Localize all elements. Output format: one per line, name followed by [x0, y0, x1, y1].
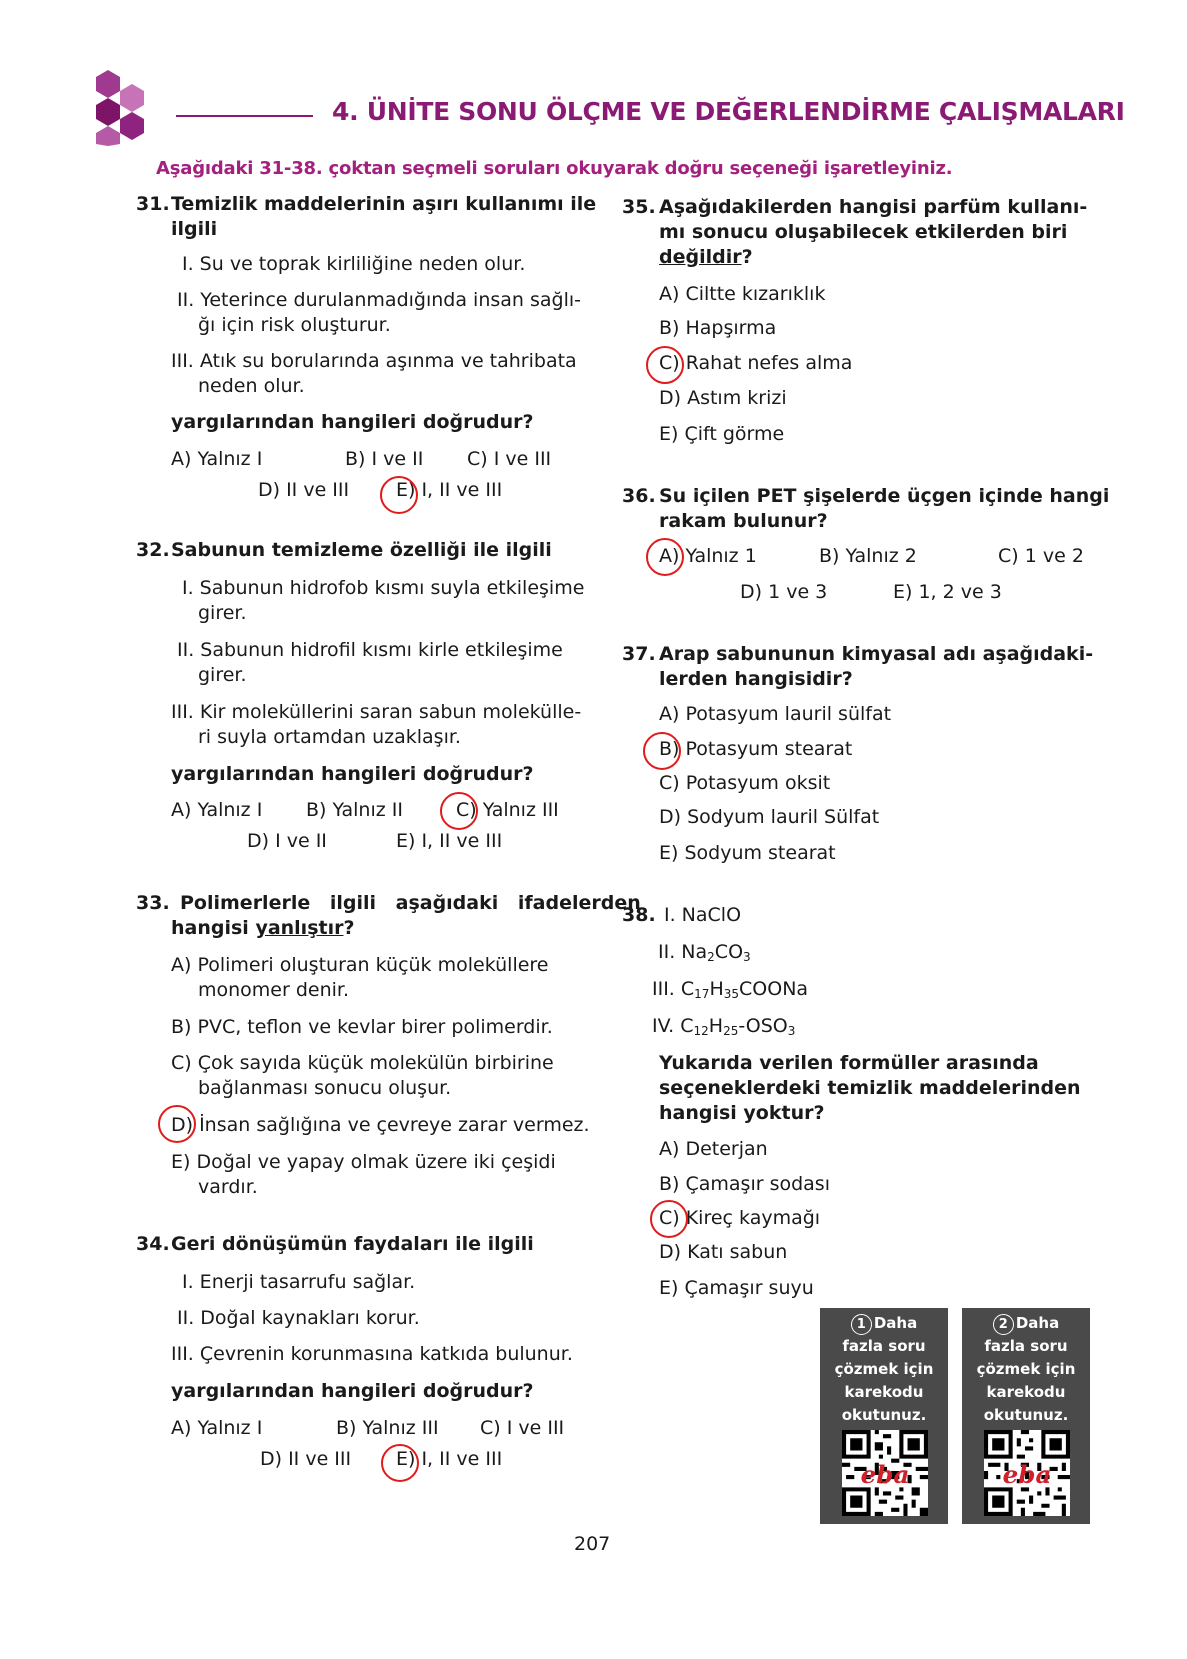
option-d[interactable]: D) 1 ve 3: [740, 581, 828, 603]
question-number: 34.: [136, 1233, 170, 1255]
question-stem: lerden hangisidir?: [659, 668, 853, 690]
statement-iii-cont: neden olur.: [198, 375, 305, 397]
question-stem: Polimerlerle ilgili aşağıdaki ifadelerden: [180, 892, 641, 914]
question-stem: Su içilen PET şişelerde üçgen içinde hangi: [659, 485, 1110, 507]
option-b[interactable]: B) PVC, teflon ve kevlar birer polimerdir.: [171, 1016, 553, 1038]
title-rule: [176, 115, 313, 117]
qr-code-icon[interactable]: [842, 1430, 928, 1516]
eba-logo-icon: eba: [1002, 1460, 1052, 1490]
option-b[interactable]: B) Yalnız III: [336, 1417, 439, 1439]
statement-iii: III. Çevrenin korunmasına katkıda bulunur.: [171, 1343, 573, 1365]
question-stem: ilgili: [171, 218, 218, 240]
formula-iii: III. $C_{17}H_{35}COONa$: [652, 978, 809, 1001]
statement-ii: II. Doğal kaynakları korur.: [177, 1307, 420, 1329]
option-c[interactable]: C) Rahat nefes alma: [659, 352, 853, 374]
option-e-cont: vardır.: [198, 1176, 258, 1198]
option-a[interactable]: A) Deterjan: [659, 1138, 768, 1160]
answer-mark-circle: [643, 732, 681, 770]
question-number: 35.: [622, 196, 656, 218]
eba-logo-icon: eba: [860, 1460, 910, 1490]
option-a[interactable]: A) Ciltte kızarıklık: [659, 283, 826, 305]
question-number: 38.: [622, 904, 656, 926]
instruction-text: Aşağıdaki 31-38. çoktan seçmeli soruları okuyarak doğru seçeneği işaretleyiniz.: [156, 158, 953, 179]
qr-promo-box-2[interactable]: 2 Daha fazla soru çözmek için karekodu okutunuz. eba: [962, 1308, 1090, 1524]
question-number: 32.: [136, 539, 170, 561]
question-prompt: hangisi yoktur?: [659, 1102, 825, 1124]
question-number: 33.: [136, 892, 170, 914]
page-number: 207: [574, 1533, 611, 1555]
option-b[interactable]: B) I ve II: [345, 448, 424, 470]
question-prompt: yargılarından hangileri doğrudur?: [171, 411, 534, 433]
option-c-cont: bağlanması sonucu oluşur.: [198, 1077, 452, 1099]
question-stem: Arap sabununun kimyasal adı aşağıdaki-: [659, 643, 1094, 665]
option-d[interactable]: D) İnsan sağlığına ve çevreye zarar vermez.: [171, 1114, 590, 1136]
statement-iii-cont: ri suyla ortamdan uzaklaşır.: [198, 726, 461, 748]
statement-i: I. Sabunun hidrofob kısmı suyla etkileşime: [182, 577, 585, 599]
statement-ii-cont: ğı için risk oluşturur.: [198, 314, 391, 336]
statement-ii-cont: girer.: [198, 664, 247, 686]
option-e[interactable]: E) Çamaşır suyu: [659, 1277, 814, 1299]
option-d[interactable]: D) II ve III: [260, 1448, 352, 1470]
option-c[interactable]: C) I ve III: [467, 448, 552, 470]
question-stem: Sabunun temizleme özelliği ile ilgili: [171, 539, 552, 561]
question-stem: değildir?: [659, 246, 753, 268]
option-d[interactable]: D) Katı sabun: [659, 1241, 788, 1263]
option-a-cont: monomer denir.: [198, 979, 350, 1001]
option-c[interactable]: C) Çok sayıda küçük molekülün birbirine: [171, 1052, 554, 1074]
option-e[interactable]: E) 1, 2 ve 3: [893, 581, 1002, 603]
question-number: 37.: [622, 643, 656, 665]
option-b[interactable]: B) Potasyum stearat: [659, 738, 853, 760]
statement-i: I. Su ve toprak kirliliğine neden olur.: [182, 253, 526, 275]
option-a[interactable]: A) Potasyum lauril sülfat: [659, 703, 892, 725]
question-stem: Temizlik maddelerinin aşırı kullanımı ile: [171, 193, 597, 215]
statement-ii: II. Sabunun hidrofil kısmı kirle etkileşime: [177, 639, 563, 661]
option-e[interactable]: E) I, II ve III: [396, 479, 503, 501]
option-b[interactable]: B) Hapşırma: [659, 317, 777, 339]
answer-mark-circle: [381, 1444, 419, 1482]
qr-promo-box-1[interactable]: 1 Daha fazla soru çözmek için karekodu okutunuz. eba: [820, 1308, 948, 1524]
answer-mark-circle: [440, 792, 478, 830]
answer-mark-circle: [650, 1200, 688, 1238]
formula-ii: II. $Na_2CO_3$: [658, 941, 751, 964]
hexagon-logo-icon: [88, 68, 168, 146]
statement-ii: II. Yeterince durulanmadığında insan sağlı-: [177, 289, 582, 311]
formula-iv: IV. $C_{12}H_{25}-OSO_3$: [652, 1015, 796, 1038]
answer-mark-circle: [158, 1105, 196, 1143]
option-b[interactable]: B) Çamaşır sodası: [659, 1173, 830, 1195]
option-d[interactable]: D) Sodyum lauril Sülfat: [659, 806, 880, 828]
question-prompt: yargılarından hangileri doğrudur?: [171, 763, 534, 785]
option-c[interactable]: C) Kireç kaymağı: [659, 1207, 821, 1229]
option-e[interactable]: E) I, II ve III: [396, 1448, 503, 1470]
option-a[interactable]: A) Yalnız I: [171, 1417, 263, 1439]
option-e[interactable]: E) I, II ve III: [396, 830, 503, 852]
question-stem: Aşağıdakilerden hangisi parfüm kullanı-: [659, 196, 1088, 218]
answer-mark-circle: [646, 346, 684, 384]
statement-iii: III. Kir moleküllerini saran sabun molekülle-: [171, 701, 582, 723]
qr-code-icon[interactable]: [984, 1430, 1070, 1516]
page-title: 4. ÜNİTE SONU ÖLÇME VE DEĞERLENDİRME ÇALIŞMALARI: [332, 97, 1125, 126]
question-prompt: seçeneklerdeki temizlik maddelerinden: [659, 1077, 1081, 1099]
option-c[interactable]: C) I ve III: [480, 1417, 565, 1439]
option-b[interactable]: B) Yalnız II: [306, 799, 403, 821]
option-c[interactable]: C) 1 ve 2: [998, 545, 1084, 567]
option-d[interactable]: D) II ve III: [258, 479, 350, 501]
option-c[interactable]: C) Potasyum oksit: [659, 772, 831, 794]
option-d[interactable]: D) Astım krizi: [659, 387, 787, 409]
question-prompt: yargılarından hangileri doğrudur?: [171, 1380, 534, 1402]
option-e[interactable]: E) Çift görme: [659, 423, 785, 445]
option-a[interactable]: A) Yalnız I: [171, 799, 263, 821]
option-a[interactable]: A) Yalnız I: [171, 448, 263, 470]
question-stem: mı sonucu oluşabilecek etkilerden biri: [659, 221, 1068, 243]
question-number: 36.: [622, 485, 656, 507]
question-stem: hangisi yanlıştır?: [171, 917, 355, 939]
option-d[interactable]: D) I ve II: [247, 830, 327, 852]
option-c[interactable]: C) Yalnız III: [456, 799, 559, 821]
formula-i: I. NaClO: [664, 904, 742, 926]
question-prompt: Yukarıda verilen formüller arasında: [659, 1052, 1039, 1074]
statement-iii: III. Atık su borularında aşınma ve tahribata: [171, 350, 577, 372]
option-a[interactable]: A) Polimeri oluşturan küçük moleküllere: [171, 954, 549, 976]
statement-i: I. Enerji tasarrufu sağlar.: [182, 1271, 416, 1293]
option-e[interactable]: E) Doğal ve yapay olmak üzere iki çeşidi: [171, 1151, 556, 1173]
option-e[interactable]: E) Sodyum stearat: [659, 842, 836, 864]
statement-i-cont: girer.: [198, 602, 247, 624]
question-stem: Geri dönüşümün faydaları ile ilgili: [171, 1233, 534, 1255]
option-b[interactable]: B) Yalnız 2: [819, 545, 917, 567]
answer-mark-circle: [646, 538, 684, 576]
option-a[interactable]: A) Yalnız 1: [659, 545, 757, 567]
question-stem: rakam bulunur?: [659, 510, 828, 532]
answer-mark-circle: [380, 476, 418, 514]
question-number: 31.: [136, 193, 170, 215]
